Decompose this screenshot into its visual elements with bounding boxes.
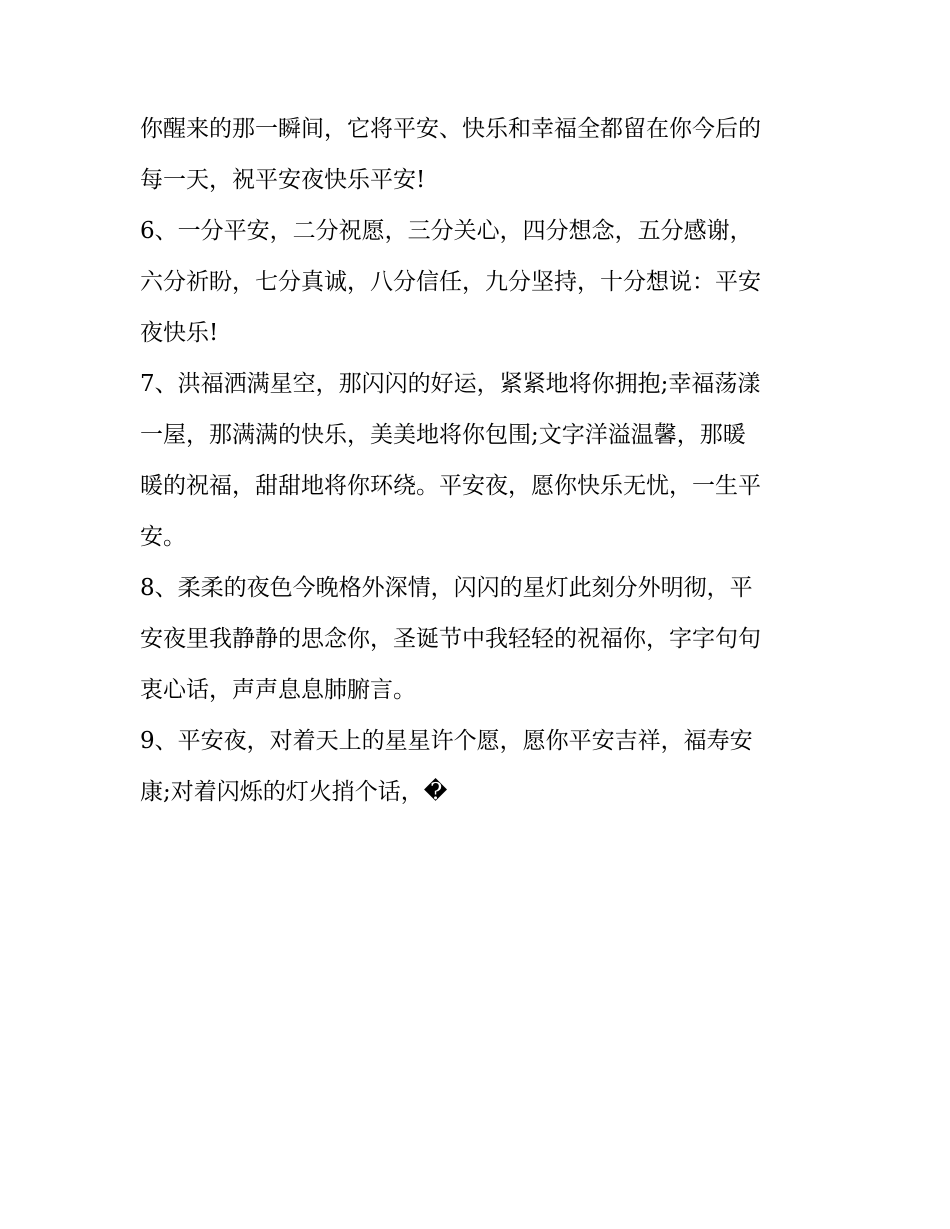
text-line: 一屋，那满满的快乐，美美地将你包围;文字洋溢温馨，那暖: [140, 422, 746, 448]
document-body: [140, 104, 820, 818]
text-line: 安。: [140, 524, 186, 550]
text-line: 你醒来的那一瞬间，它将平安、快乐和幸福全都留在你今后的: [140, 116, 761, 142]
text-line: 安夜里我静静的思念你，圣诞节中我轻轻的祝福你，字字句句: [140, 626, 761, 652]
text-line: 9、平安夜，对着天上的星星许个愿，愿你平安吉祥，福寿安: [140, 728, 753, 754]
text-line: 6、一分平安，二分祝愿，三分关心，四分想念，五分感谢，: [140, 218, 753, 244]
text-line: 六分祈盼，七分真诚，八分信任，九分坚持，十分想说：平安: [140, 269, 761, 295]
text-line: 每一天，祝平安夜快乐平安!: [140, 167, 426, 193]
text-line: 暖的祝福，甜甜地将你环绕。平安夜，愿你快乐无忧，一生平: [140, 473, 761, 499]
text-line: 康;对着闪烁的灯火捎个话，�: [140, 779, 448, 805]
text-line: 8、柔柔的夜色今晚格外深情，闪闪的星灯此刻分外明彻，平: [140, 575, 753, 601]
text-line: 衷心话，声声息息肺腑言。: [140, 677, 416, 703]
text-line: 夜快乐!: [140, 320, 219, 346]
text-line: 7、洪福洒满星空，那闪闪的好运，紧紧地将你拥抱;幸福荡漾: [140, 371, 761, 397]
